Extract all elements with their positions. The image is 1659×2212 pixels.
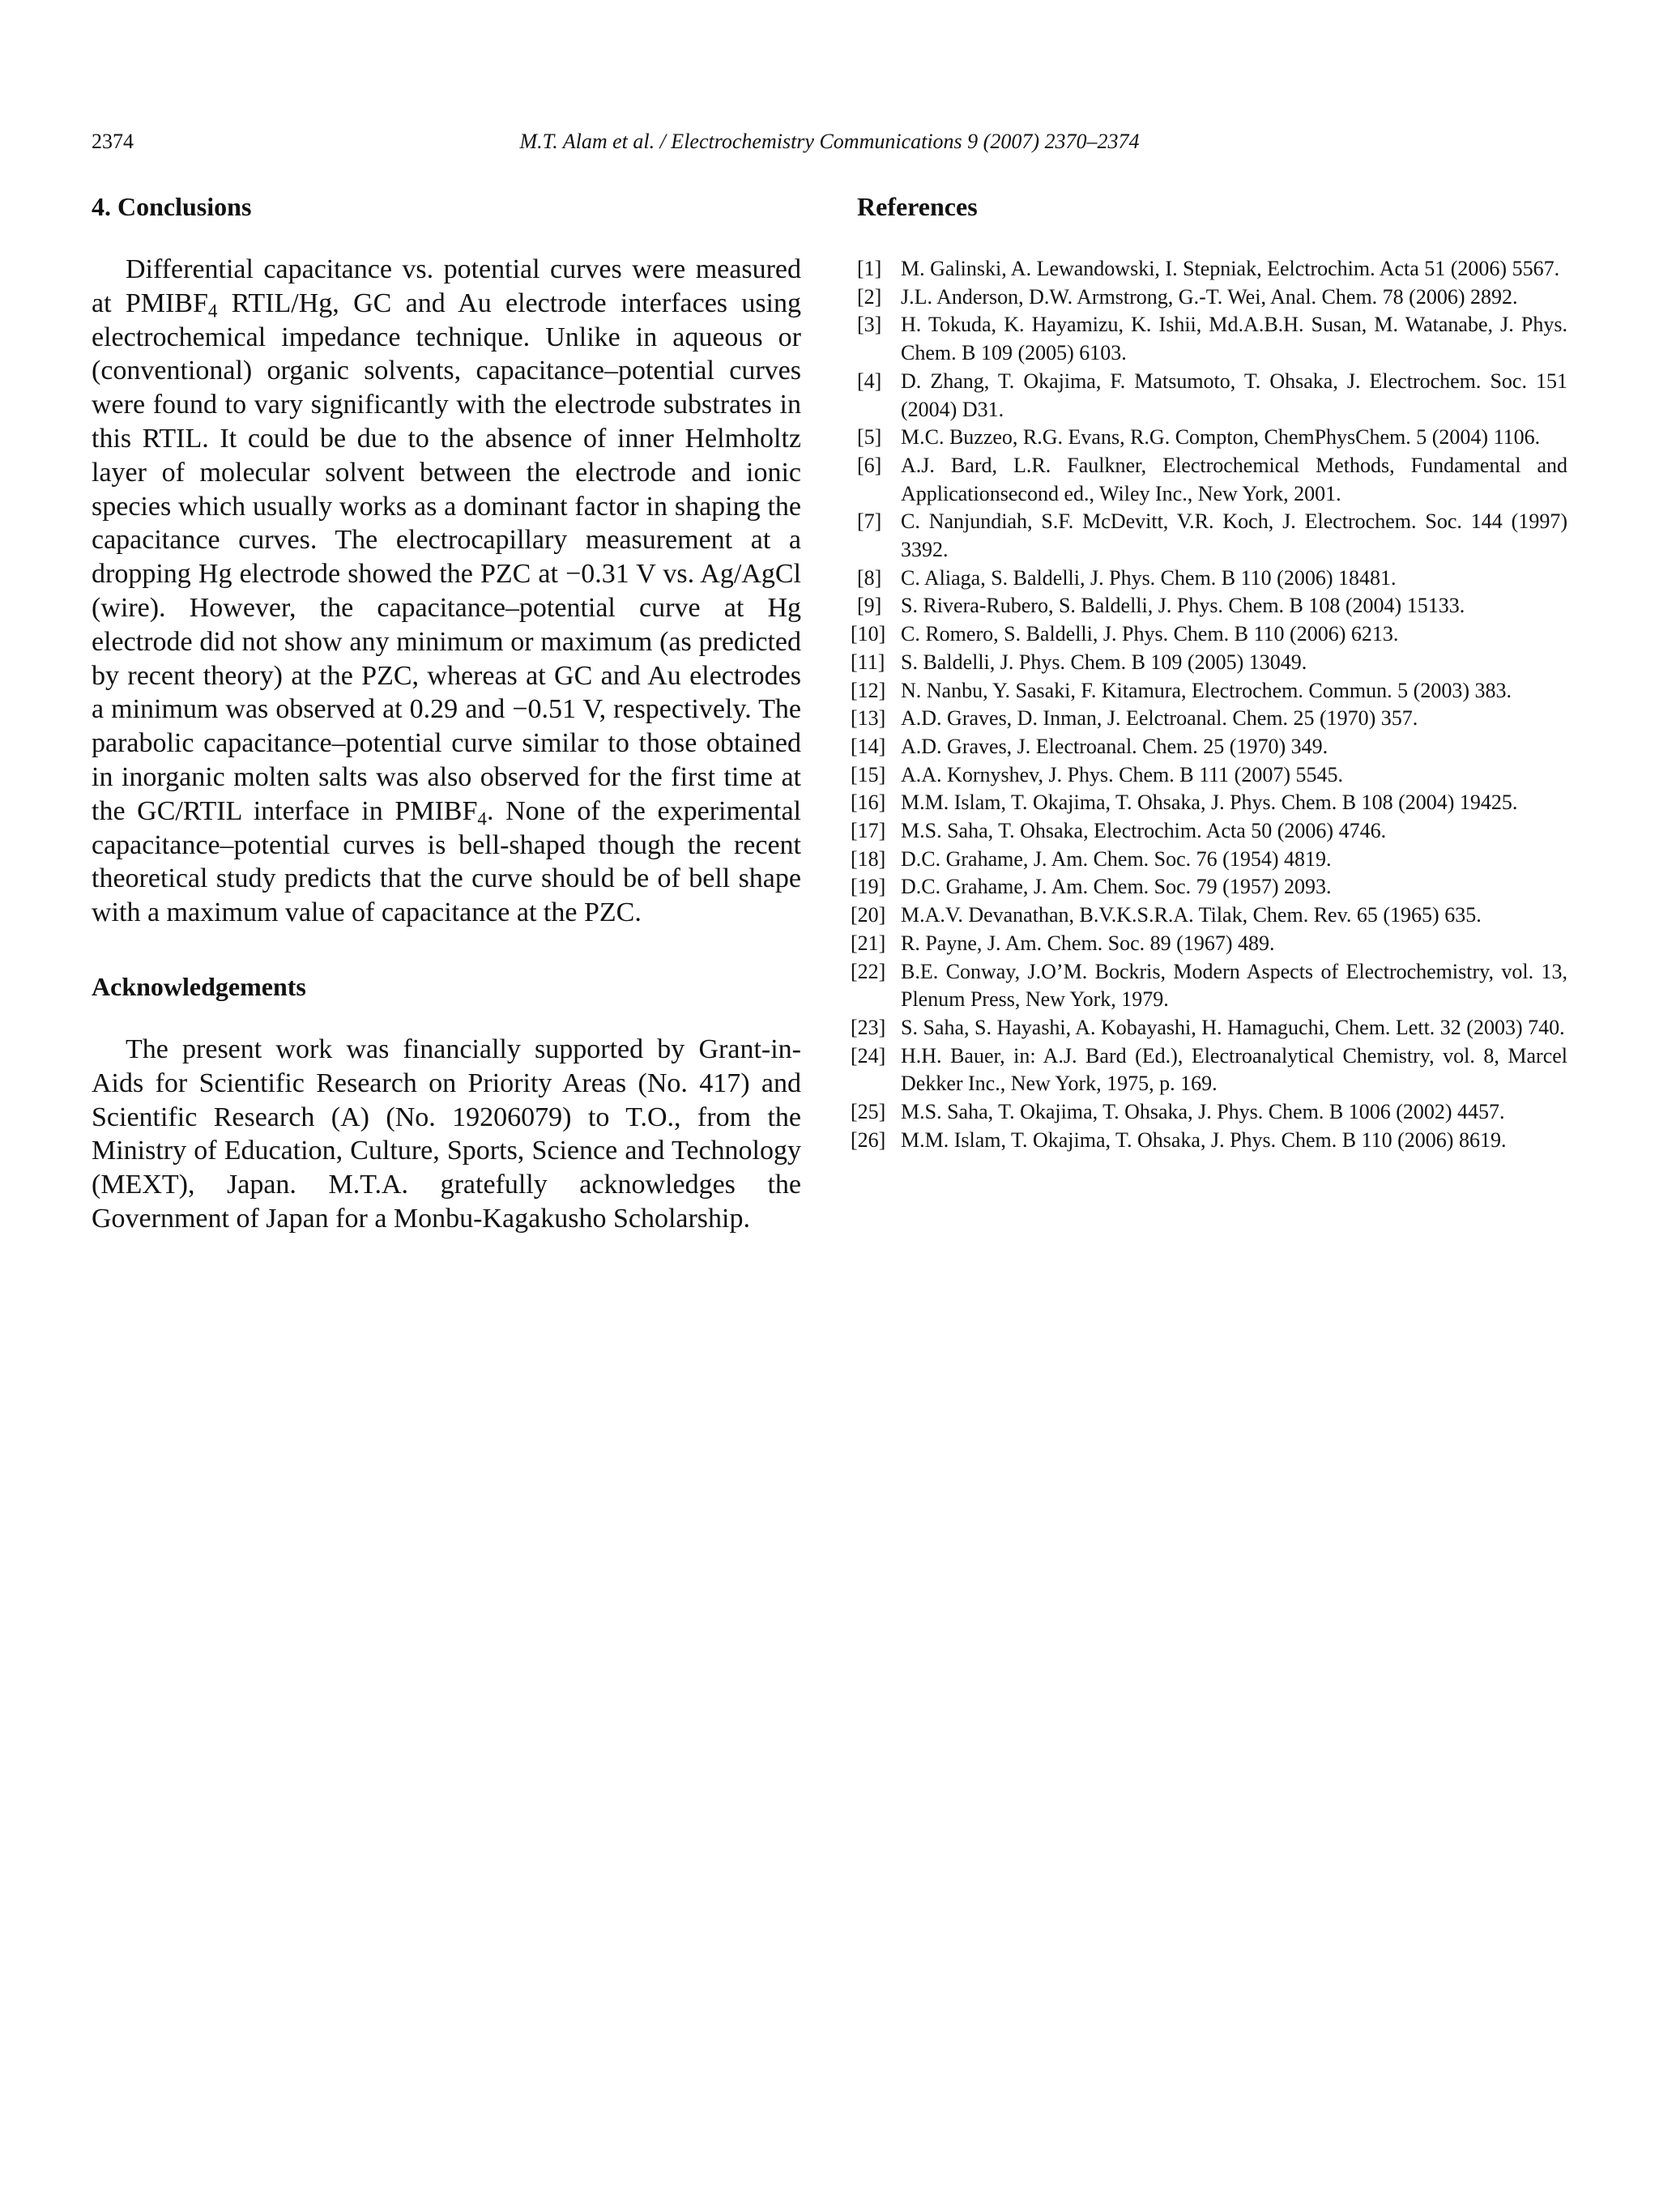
reference-number: [14] bbox=[851, 734, 886, 758]
reference-item bbox=[851, 873, 1567, 901]
conclusions-text-part-3: . None of the experimental capacitance–potential curves is bell-shaped though the recent theoretical study predicts that the curve should be of bell shape with a maximum value of capacitance at the PZC. bbox=[92, 795, 801, 928]
subscript-4: 4 bbox=[477, 808, 487, 830]
reference-item bbox=[857, 508, 1567, 564]
reference-number: [10] bbox=[851, 622, 886, 646]
reference-text: D.C. Grahame, J. Am. Chem. Soc. 76 (1954) 4819. bbox=[901, 846, 1332, 871]
reference-item bbox=[851, 846, 1567, 874]
right-column bbox=[851, 190, 1567, 1155]
reference-number: [23] bbox=[851, 1015, 886, 1039]
reference-number: [18] bbox=[851, 846, 886, 871]
conclusions-paragraph bbox=[92, 253, 801, 930]
reference-text: S. Baldelli, J. Phys. Chem. B 109 (2005) 13049. bbox=[901, 650, 1307, 674]
reference-item bbox=[857, 565, 1567, 593]
reference-item bbox=[851, 1014, 1567, 1042]
reference-text: H. Tokuda, K. Hayamizu, K. Ishii, Md.A.B.H. Susan, M. Watanabe, J. Phys. Chem. B 109 (2005) 6103. bbox=[901, 313, 1567, 365]
reference-item bbox=[851, 1098, 1567, 1127]
reference-text: B.E. Conway, J.O’M. Bockris, Modern Aspects of Electrochemistry, vol. 13, Plenum Press, New York, 1979. bbox=[901, 959, 1567, 1012]
reference-item bbox=[857, 255, 1567, 283]
reference-number: [5] bbox=[857, 425, 882, 450]
reference-text: D.C. Grahame, J. Am. Chem. Soc. 79 (1957) 2093. bbox=[901, 875, 1332, 899]
reference-text: A.J. Bard, L.R. Faulkner, Electrochemical Methods, Fundamental and Applicationsecond ed., Wiley Inc., New York, 2001. bbox=[901, 453, 1567, 505]
reference-text: A.D. Graves, D. Inman, J. Eelctroanal. Chem. 25 (1970) 357. bbox=[901, 706, 1418, 731]
reference-text: R. Payne, J. Am. Chem. Soc. 89 (1967) 489. bbox=[901, 931, 1275, 955]
reference-item bbox=[851, 1042, 1567, 1098]
reference-item bbox=[857, 311, 1567, 367]
reference-text: A.D. Graves, J. Electroanal. Chem. 25 (1970) 349. bbox=[901, 734, 1328, 758]
reference-text: M.S. Saha, T. Okajima, T. Ohsaka, J. Phys. Chem. B 1006 (2002) 4457. bbox=[901, 1100, 1505, 1124]
reference-item bbox=[851, 705, 1567, 733]
reference-item bbox=[851, 733, 1567, 761]
reference-text: D. Zhang, T. Okajima, F. Matsumoto, T. Ohsaka, J. Electrochem. Soc. 151 (2004) D31. bbox=[901, 369, 1567, 421]
running-title: M.T. Alam et al. / Electrochemistry Communications 9 (2007) 2370–2374 bbox=[519, 130, 1140, 153]
acknowledgements-heading: Acknowledgements bbox=[92, 971, 306, 1001]
reference-item bbox=[857, 452, 1567, 508]
reference-item bbox=[851, 817, 1567, 846]
reference-number: [4] bbox=[857, 369, 882, 393]
reference-number: [1] bbox=[857, 257, 882, 280]
reference-item bbox=[851, 649, 1567, 677]
reference-text: M.A.V. Devanathan, B.V.K.S.R.A. Tilak, Chem. Rev. 65 (1965) 635. bbox=[901, 903, 1482, 927]
acknowledgements-paragraph: The present work was financially supported by Grant-in-Aids for Scientific Research on Priority Areas (No. 417) and Scientific Research (A) (No. 19206079) to T.O., from the Ministry of Education, Culture, Sports, Science and Technology (MEXT), Japan. M.T.A. gratefully acknowledges the Government of Japan for a Monbu-Kagakusho Scholarship. bbox=[92, 1034, 801, 1234]
reference-number: [17] bbox=[851, 819, 886, 843]
reference-number: [19] bbox=[851, 875, 886, 899]
page-number: 2374 bbox=[92, 130, 134, 153]
reference-number: [11] bbox=[851, 650, 885, 674]
reference-text: M.M. Islam, T. Okajima, T. Ohsaka, J. Phys. Chem. B 108 (2004) 19425. bbox=[901, 791, 1518, 815]
reference-number: [20] bbox=[851, 903, 886, 927]
reference-item bbox=[857, 368, 1567, 424]
reference-number: [12] bbox=[851, 678, 886, 702]
reference-number: [24] bbox=[851, 1043, 886, 1068]
reference-text: A.A. Kornyshev, J. Phys. Chem. B 111 (2007) 5545. bbox=[901, 762, 1343, 786]
conclusions-heading: 4. Conclusions bbox=[92, 192, 252, 221]
reference-number: [21] bbox=[851, 931, 886, 955]
reference-text: M.C. Buzzeo, R.G. Evans, R.G. Compton, ChemPhysChem. 5 (2004) 1106. bbox=[901, 425, 1541, 450]
reference-text: M.S. Saha, T. Ohsaka, Electrochim. Acta 50 (2006) 4746. bbox=[901, 819, 1387, 843]
subscript-4: 4 bbox=[207, 300, 218, 322]
reference-text: C. Nanjundiah, S.F. McDevitt, V.R. Koch, J. Electrochem. Soc. 144 (1997) 3392. bbox=[901, 509, 1567, 562]
reference-item bbox=[851, 901, 1567, 930]
reference-number: [25] bbox=[851, 1100, 886, 1124]
reference-number: [26] bbox=[851, 1127, 886, 1152]
reference-number: [3] bbox=[857, 313, 882, 337]
reference-number: [7] bbox=[857, 509, 882, 534]
reference-text: J.L. Anderson, D.W. Armstrong, G.-T. Wei, Anal. Chem. 78 (2006) 2892. bbox=[901, 284, 1518, 309]
reference-text: H.H. Bauer, in: A.J. Bard (Ed.), Electroanalytical Chemistry, vol. 8, Marcel Dekker Inc., New York, 1975, p. 169. bbox=[901, 1043, 1567, 1096]
reference-number: [16] bbox=[851, 791, 886, 815]
reference-item bbox=[857, 283, 1567, 312]
reference-text: N. Nanbu, Y. Sasaki, F. Kitamura, Electrochem. Commun. 5 (2003) 383. bbox=[901, 678, 1512, 702]
reference-text: C. Aliaga, S. Baldelli, J. Phys. Chem. B 110 (2006) 18481. bbox=[901, 565, 1397, 590]
reference-text: S. Rivera-Rubero, S. Baldelli, J. Phys. Chem. B 108 (2004) 15133. bbox=[901, 594, 1465, 618]
reference-number: [2] bbox=[857, 284, 882, 309]
reference-item bbox=[851, 620, 1567, 649]
reference-item bbox=[851, 930, 1567, 958]
reference-item bbox=[851, 1127, 1567, 1155]
reference-number: [22] bbox=[851, 959, 886, 983]
reference-number: [6] bbox=[857, 453, 882, 477]
reference-item bbox=[851, 958, 1567, 1014]
reference-number: [8] bbox=[857, 565, 882, 590]
reference-item bbox=[851, 789, 1567, 817]
reference-item bbox=[851, 677, 1567, 705]
reference-number: [9] bbox=[857, 594, 882, 618]
reference-text: C. Romero, S. Baldelli, J. Phys. Chem. B 110 (2006) 6213. bbox=[901, 622, 1399, 646]
reference-number: [13] bbox=[851, 706, 886, 731]
reference-text: M.M. Islam, T. Okajima, T. Ohsaka, J. Phys. Chem. B 110 (2006) 8619. bbox=[901, 1127, 1507, 1152]
references-heading: References bbox=[857, 192, 978, 221]
reference-list bbox=[851, 255, 1567, 1155]
reference-item bbox=[857, 592, 1567, 620]
reference-text: M. Galinski, A. Lewandowski, I. Stepniak, Eelctrochim. Acta 51 (2006) 5567. bbox=[901, 257, 1560, 280]
conclusions-text-part-2: RTIL/Hg, GC and Au electrode interfaces using electrochemical impedance technique. Unlike in aqueous or (conventional) organic solvents, capacitance–potential curves were found to vary significantly with the electrode substrates in this RTIL. It could be due to the absence of inner Helmholtz layer of molecular solvent between the electrode and ionic species which usually works as a dominant factor in shaping the capacitance curves. The electrocapillary measurement at a dropping Hg electrode showed the PZC at −0.31 V vs. Ag/AgCl (wire). However, the capacitance–potential curve at Hg electrode did not show any minimum or maximum (as predicted by recent theory) at the PZC, whereas at GC and Au electrodes a minimum was observed at 0.29 and −0.51 V, respectively. The parabolic capacitance–potential curve similar to those obtained in inorganic molten salts was also observed for the first time at the GC/RTIL interface in PMIBF bbox=[92, 288, 801, 826]
reference-text: S. Saha, S. Hayashi, A. Kobayashi, H. Hamaguchi, Chem. Lett. 32 (2003) 740. bbox=[901, 1015, 1565, 1039]
conclusions-text-part-1: Differential capacitance vs. potential curves were measured at PMIBF bbox=[92, 254, 801, 318]
left-column bbox=[92, 190, 801, 1236]
reference-item bbox=[857, 424, 1567, 452]
reference-item bbox=[851, 761, 1567, 790]
reference-number: [15] bbox=[851, 762, 886, 786]
